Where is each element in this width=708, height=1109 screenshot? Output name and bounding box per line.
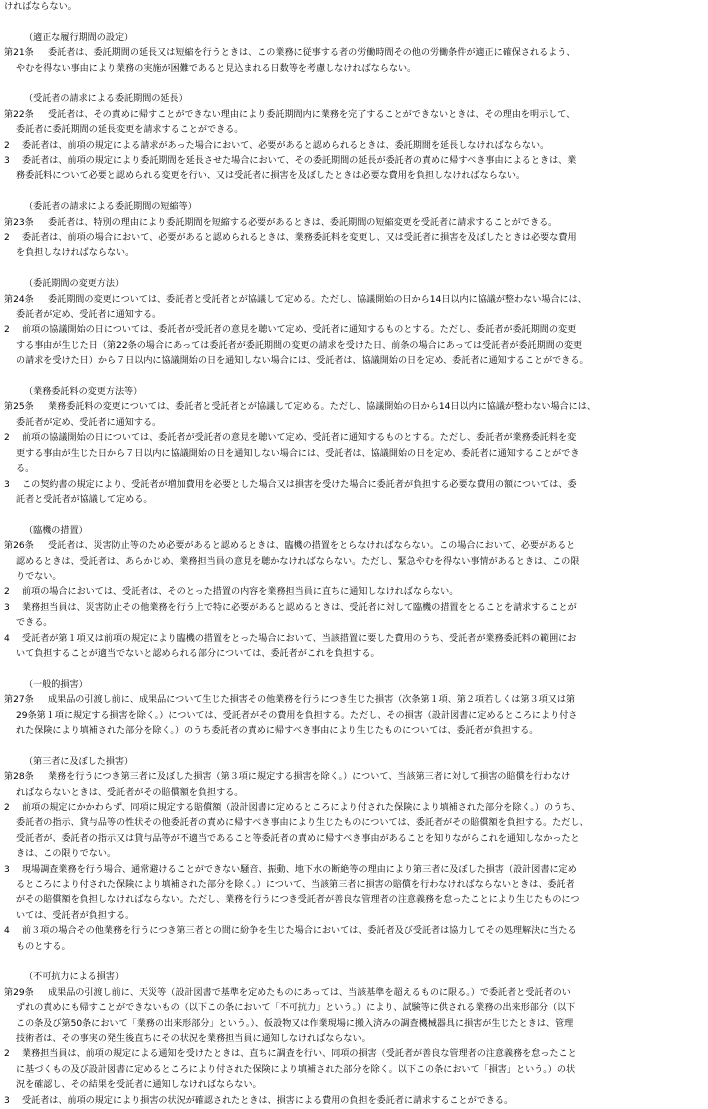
para-line: 前項の規定にかかわらず、同項に規定する賠償額（設計図書に定めるところにより付された保険により填補された部分を除く。）のうち、: [22, 803, 581, 813]
para-number: 2: [4, 433, 10, 444]
para-line: 務委託料について必要と認められる変更を行い、又は受託者に損害を及ぼしたときは必要な費用を負担しなければならない。: [16, 171, 526, 182]
article-26-line: 受託者は、災害防止等のため必要があると認めるときは、臨機の措置をとらなければならない。この場合において、必要があると: [48, 541, 576, 552]
article-24-line: 委託者が定め、受託者に通知する。: [16, 310, 162, 321]
para-number: 3: [4, 479, 10, 490]
para-line: ものとする。: [16, 941, 71, 952]
article-29-heading: （不可抗力による損害）: [24, 972, 125, 983]
article-23-heading: （委託者の請求による委託期間の短縮等）: [24, 202, 197, 213]
article-29-line: この条及び第50条において「業務の出来形部分」という。）、仮設物又は作業現場に搬入済みの調査機械器具に損害が生じたときは、管理: [16, 1018, 574, 1029]
article-21: [4, 46, 704, 61]
article-22-heading: （受託者の請求による委託期間の延長）: [24, 94, 188, 105]
article-29: [4, 986, 704, 1001]
para-line: 前３項の場合その他業務を行うにつき第三者との間に紛争を生じた場合においては、委託者及び受託者は協力してその処理解決に当たる: [22, 926, 577, 937]
article-21-number: 第21条: [4, 48, 34, 59]
article-24-number: 第24条: [4, 294, 34, 305]
article-22-line: 受託者は、その責めに帰すことができない理由により委託期間内に業務を完了することができないときは、その理由を明示して、: [48, 109, 576, 120]
article-23-number: 第23条: [4, 217, 34, 228]
article-28-line: ればならないときは、受託者がその賠償額を負担する。: [16, 787, 244, 798]
article-24: [4, 293, 704, 308]
para-line: の請求を受けた日）から７日以内に協議開始の日を通知しない場合には、受託者は、協議開始の日を定め、委託者に通知することができる。: [16, 356, 589, 367]
article-28-line: 業務を行うにつき第三者に及ぼした損害（第３項に規定する損害を除く。）について、当該第三者に対して損害の賠償を行わなけ: [48, 772, 571, 783]
para-line: 況を確認し、その結果を受託者に通知しなければならない。: [16, 1080, 262, 1091]
article-21-line: 委託者は、委託期間の延長又は短縮を行うときは、この業務に従事する者の労働時間その他の労働条件が適正に確保されるよう、: [48, 48, 576, 59]
article-28-para-4: [4, 924, 704, 939]
article-26: [4, 539, 704, 554]
para-line: に基づくもの及び設計図書に定めるところにより付された保険により填補された部分を除く。以下この条において「損害」という。）の状: [16, 1064, 576, 1075]
para-line: 前項の協議開始の日については、委託者が受託者の意見を聴いて定め、受託者に通知するものとする。ただし、委託者が委託期間の変更: [22, 325, 577, 336]
article-25-heading: （業務委託料の変更方法等）: [24, 387, 143, 398]
article-28-heading: （第三者に及ぼした損害）: [24, 756, 134, 767]
para-line: 前項の場合においては、受託者は、そのとった措置の内容を業務担当員に直ちに通知しなければならない。: [22, 587, 459, 598]
article-26-para-2: [4, 585, 704, 600]
article-26-line: りでない。: [16, 571, 62, 582]
para-line: いて負担することが適当でないと認められる部分については、委託者がこれを負担する。: [16, 648, 380, 659]
para-line: 受託者は、前項の規定により損害の状況が確認されたときは、損害による費用の負担を委託者に請求することができる。: [22, 1095, 514, 1106]
para-line: いては、受託者が負担する。: [16, 910, 135, 921]
article-27-line: 29条第１項に規定する損害を除く。）については、受託者がその費用を負担する。ただし、その損害（設計図書に定めるところにより付さ: [16, 710, 578, 721]
article-22-para-2: [4, 139, 704, 154]
article-28-para-3: [4, 863, 704, 878]
article-25-line: 業務委託料の変更については、委託者と受託者とが協議して定める。ただし、協議開始の日から14日以内に協議が整わない場合には、: [48, 402, 596, 413]
article-21-line: やむを得ない事由により業務の実施が困難であると見込まれる日数等を考慮しなければならない。: [16, 63, 417, 74]
para-number: 3: [4, 1095, 10, 1106]
article-25-para-3: [4, 478, 704, 493]
para-line: 受託者が第１項又は前項の規定により臨機の措置をとった場合において、当該措置に要した費用のうち、受託者が業務委託料の範囲にお: [22, 633, 577, 644]
article-28-para-2: [4, 801, 704, 816]
article-23: [4, 216, 704, 231]
article-26-heading: （臨機の措置）: [24, 525, 88, 536]
para-line: がその賠償額を負担しなければならない。ただし、業務を行うにつき受託者が善良な管理者の注意義務を怠ったことにより生じたものにつ: [16, 895, 580, 906]
article-21-heading: （適正な履行期間の設定）: [24, 32, 134, 43]
para-line: 託者と受託者が協議して定める。: [16, 494, 153, 505]
article-25-line: 委託者が定め、受託者に通知する。: [16, 417, 162, 428]
article-28: [4, 770, 704, 785]
article-27-number: 第27条: [4, 695, 34, 706]
para-number: 2: [4, 140, 10, 151]
article-27-line: 成果品の引渡し前に、成果品について生じた損害その他業務を行うにつき生じた損害（次条第１項、第２項若しくは第３項又は第: [48, 695, 576, 706]
para-number: 3: [4, 156, 10, 167]
para-line: 委託者の指示、貸与品等の性状その他委託者の責めに帰すべき事由により生じたものについては、委託者がその賠償額を負担する。ただし、: [16, 818, 589, 829]
para-number: 4: [4, 926, 10, 937]
article-29-line: ずれの責めにも帰すことができないもの（以下この条において「不可抗力」という。）により、試験等に供される業務の出来形部分（以下: [16, 1003, 576, 1014]
article-24-para-2: [4, 323, 704, 338]
article-25-para-2: [4, 431, 704, 446]
para-line: 受託者が、委託者の指示又は貸与品等が不適当であること等委託者の責めに帰すべき事由があることを知りながらこれを通知しなかったと: [16, 833, 580, 844]
article-29-line: 技術者は、その事実の発生後直ちにその状況を業務担当員に通知しなければならない。: [16, 1034, 371, 1045]
article-22-number: 第22条: [4, 109, 34, 120]
para-line: する事由が生じた日（第22条の場合にあっては委託者が委託期間の変更の請求を受けた日、前条の場合にあっては受託者が委託期間の変更: [16, 340, 583, 351]
para-line: 前項の協議開始の日については、委託者が受託者の意見を聴いて定め、受託者に通知するものとする。ただし、委託者が業務委託料を変: [22, 433, 577, 444]
article-22-line: 委託者に委託期間の延長変更を請求することができる。: [16, 125, 244, 136]
para-line: 現場調査業務を行う場合、通常避けることができない騒音、振動、地下水の断絶等の理由により第三者に及ぼした損害（設計図書に定め: [22, 864, 577, 875]
article-29-para-2: [4, 1047, 704, 1062]
para-number: 4: [4, 633, 10, 644]
article-27-heading: （一般的損害）: [24, 679, 88, 690]
para-number: 2: [4, 803, 10, 813]
para-line: この契約書の規定により、受託者が増加費用を必要とした場合又は損害を受けた場合に委託者が負担する必要な費用の額については、委: [22, 479, 577, 490]
article-26-line: 認めるときは、受託者は、あらかじめ、業務担当員の意見を聴かなければならない。ただし、緊急やむを得ない事情があるときは、この限: [16, 556, 580, 567]
article-26-para-3: [4, 601, 704, 616]
para-line: 委託者は、前項の場合において、必要があると認められるときは、業務委託料を変更し、又は受託者に損害を及ぼしたときは必要な費用: [22, 233, 577, 244]
para-number: 3: [4, 602, 10, 613]
para-line: 委託者は、前項の規定による請求があった場合において、必要があると認められるときは、委託期間を延長しなければならない。: [22, 140, 550, 151]
para-number: 3: [4, 864, 10, 875]
article-29-line: 成果品の引渡し前に、天災等（設計図書で基準を定めたものにあっては、当該基準を超えるものに限る。）で委託者と受託者のい: [48, 987, 571, 998]
article-23-line: 委託者は、特別の理由により委託期間を短縮する必要があるときは、委託期間の短縮変更を受託者に請求することができる。: [48, 217, 558, 228]
para-line: 更する事由が生じた日から７日以内に協議開始の日を通知しない場合には、受託者は、協議開始の日を定め、委託者に通知することができ: [16, 448, 580, 459]
article-25: [4, 400, 704, 415]
para-line: できる。: [16, 618, 53, 629]
para-number: 2: [4, 233, 10, 244]
article-26-number: 第26条: [4, 541, 34, 552]
article-25-number: 第25条: [4, 402, 34, 413]
intro-line: ければならない。: [4, 2, 77, 12]
para-line: を負担しなければならない。: [16, 248, 135, 259]
para-line: 業務担当員は、災害防止その他業務を行う上で特に必要があると認めるときは、受託者に対して臨機の措置をとることを請求することが: [22, 602, 577, 613]
article-27: [4, 693, 704, 708]
article-28-number: 第28条: [4, 772, 34, 783]
article-29-para-3: [4, 1094, 704, 1109]
article-29-number: 第29条: [4, 987, 34, 998]
article-26-para-4: [4, 632, 704, 647]
article-22: [4, 108, 704, 123]
para-line: るところにより付された保険により填補された部分を除く。）について、当該第三者に損害の賠償を行わなければならないときは、委託者: [16, 880, 575, 891]
article-24-line: 委託期間の変更については、委託者と受託者とが協議して定める。ただし、協議開始の日から14日以内に協議が整わない場合には、: [48, 294, 587, 305]
para-line: る。: [16, 464, 35, 475]
article-23-para-2: [4, 231, 704, 246]
para-line: きは、この限りでない。: [16, 849, 117, 860]
para-line: 業務担当員は、前項の規定による通知を受けたときは、直ちに調査を行い、同項の損害（受託者が善良な管理者の注意義務を怠ったこと: [22, 1049, 577, 1060]
para-number: 2: [4, 587, 10, 598]
para-number: 2: [4, 1049, 10, 1060]
article-24-heading: （委託期間の変更方法）: [24, 279, 125, 290]
para-number: 2: [4, 325, 10, 336]
para-line: 委託者は、前項の規定により委託期間を延長させた場合において、その委託期間の延長が委託者の責めに帰すべき事由によるときは、業: [22, 156, 577, 167]
article-27-line: れた保険により填補された部分を除く。）のうち委託者の責めに帰すべき事由により生じたものについては、委託者が負担する。: [16, 725, 539, 736]
article-22-para-3: [4, 154, 704, 169]
